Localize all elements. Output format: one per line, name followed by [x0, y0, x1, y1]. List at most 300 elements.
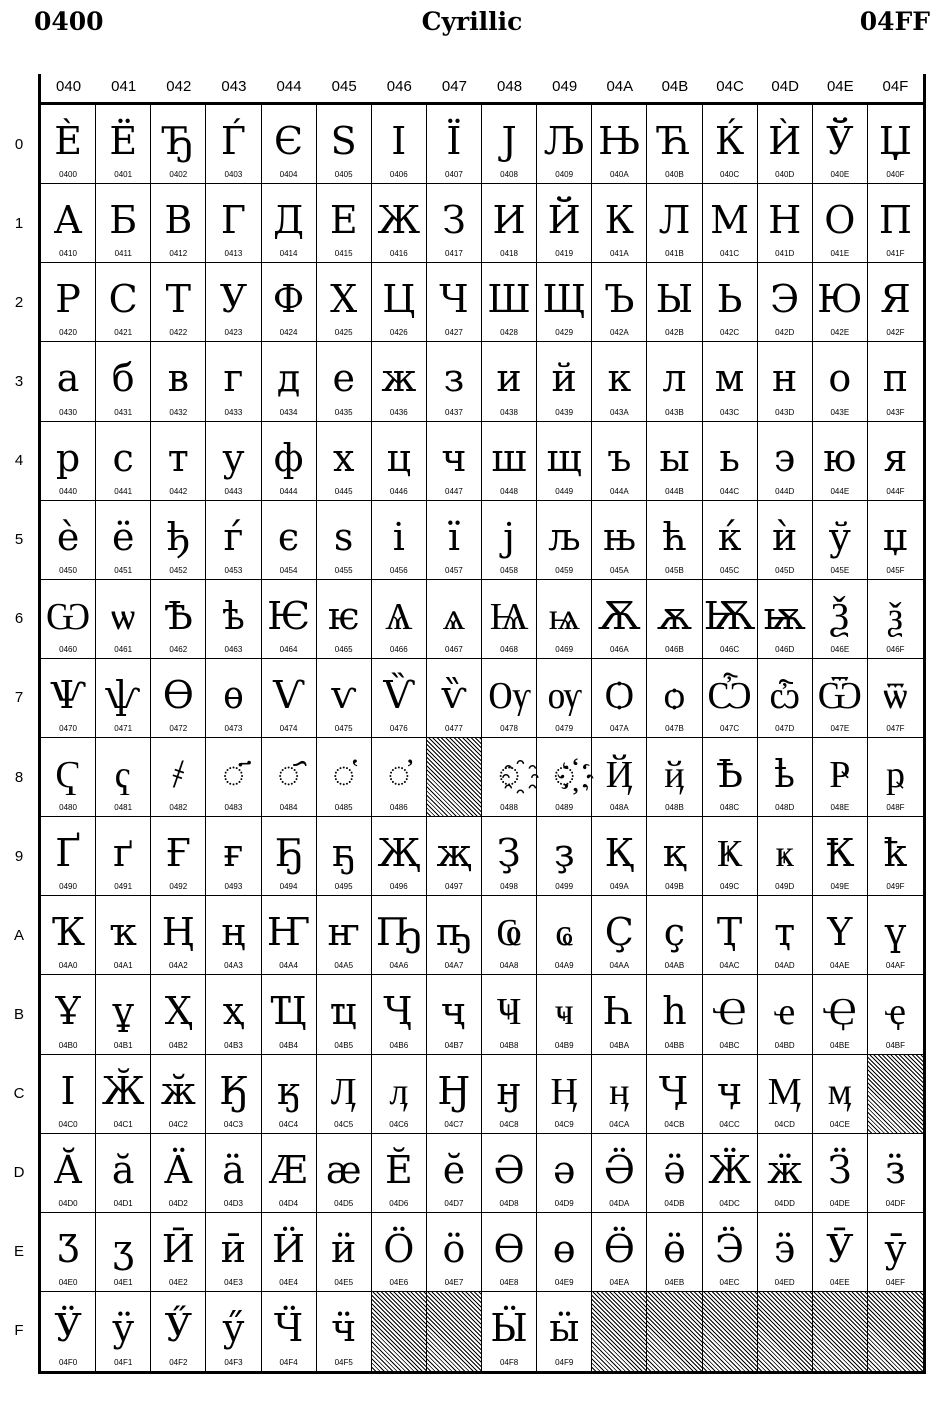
glyph-cell — [868, 105, 923, 184]
glyph-cell — [868, 659, 923, 738]
glyph: Қ — [604, 831, 635, 876]
glyph-cell — [427, 817, 482, 896]
column-header: 048 — [497, 78, 523, 95]
code-point-label: 0470 — [59, 724, 77, 733]
code-point-label: 048C — [720, 803, 740, 813]
glyph: Ѯ — [830, 593, 850, 638]
glyph: ө — [552, 1226, 576, 1271]
glyph: ч — [441, 435, 467, 480]
glyph: џ — [882, 514, 908, 559]
code-point-label: 041D — [775, 249, 795, 259]
code-point-label: 0400 — [59, 170, 77, 180]
glyph-cell — [703, 184, 758, 263]
code-point-label: 04C0 — [58, 1119, 78, 1129]
glyph: П — [878, 198, 912, 243]
glyph: Ӟ — [827, 1147, 852, 1192]
code-point-label: 04E2 — [168, 1277, 188, 1287]
glyph-cell — [703, 263, 758, 342]
glyph-cell — [151, 1292, 206, 1371]
code-point-label: 04CB — [664, 1119, 685, 1129]
glyph-cell — [41, 1292, 96, 1371]
code-point-label: 0442 — [169, 486, 188, 496]
glyph: е — [332, 356, 355, 401]
code-point-label: 0449 — [555, 486, 574, 496]
column-header: 04C — [716, 78, 744, 95]
glyph: Ъ — [604, 277, 635, 322]
glyph: Ӫ — [603, 1226, 635, 1271]
glyph-cell — [262, 1134, 317, 1213]
glyph: ӧ — [442, 1226, 466, 1271]
code-point-label: 049D — [775, 882, 795, 892]
glyph: Ѡ — [45, 593, 91, 638]
glyph-cell — [592, 1134, 647, 1213]
code-point-label: 04EA — [609, 1277, 630, 1287]
code-point-label: 04B7 — [444, 1040, 464, 1050]
glyph-cell — [482, 1292, 537, 1371]
glyph: ӭ — [774, 1226, 796, 1271]
glyph-cell — [151, 1055, 206, 1134]
glyph: ӂ — [160, 1068, 196, 1113]
glyph: ҝ — [775, 831, 794, 876]
code-point-label: 04E4 — [279, 1277, 298, 1287]
row-header: A — [13, 926, 24, 944]
code-point-label: 043A — [609, 407, 629, 417]
code-point-label: 0444 — [279, 486, 298, 496]
glyph: ҭ — [774, 910, 796, 955]
glyph-cell — [482, 342, 537, 421]
glyph: ш — [491, 435, 527, 480]
glyph: ѭ — [763, 593, 806, 638]
glyph-cell — [96, 263, 151, 342]
code-point-label: 04B3 — [224, 1040, 243, 1050]
glyph: э — [774, 435, 796, 480]
glyph: Ҕ — [274, 831, 303, 876]
glyph: ӵ — [331, 1305, 357, 1350]
glyph-cell — [262, 975, 317, 1054]
glyph-cell — [262, 105, 317, 184]
glyph-cell — [703, 580, 758, 659]
code-point-label: 042E — [830, 328, 850, 338]
glyph: з — [443, 356, 465, 401]
glyph-cell — [647, 580, 702, 659]
code-point-label: 042A — [609, 328, 629, 338]
glyph-cell — [647, 263, 702, 342]
glyph-cell — [262, 1213, 317, 1292]
glyph-cell — [703, 342, 758, 421]
glyph-cell — [262, 263, 317, 342]
glyph: ҵ — [329, 989, 358, 1034]
code-point-label: 0479 — [555, 724, 574, 733]
glyph: є — [277, 514, 300, 559]
code-point-label: 0419 — [555, 249, 574, 259]
row-header: 4 — [14, 452, 24, 470]
header-right-tick — [923, 74, 926, 102]
glyph: ѐ — [56, 514, 80, 559]
glyph-cell — [868, 817, 923, 896]
glyph-cell — [868, 1134, 923, 1213]
code-point-label: 0401 — [114, 170, 133, 180]
glyph: ҁ — [114, 752, 132, 796]
glyph-cell — [96, 1213, 151, 1292]
glyph: ѝ — [772, 514, 798, 559]
code-point-label: 04E7 — [444, 1277, 464, 1287]
unassigned-cell — [592, 1292, 647, 1371]
glyph-cell — [317, 738, 372, 817]
code-point-label: 0454 — [279, 565, 298, 575]
code-point-label: 0483 — [224, 803, 243, 813]
code-point-label: 04A0 — [58, 961, 78, 971]
code-point-label: 045C — [720, 565, 740, 575]
glyph: ъ — [607, 435, 632, 480]
glyph: і — [392, 514, 405, 559]
glyph: Ҟ — [825, 831, 855, 876]
code-point-label: 04AC — [719, 961, 740, 971]
glyph-cell — [427, 896, 482, 975]
code-point-label: 04A6 — [389, 961, 409, 971]
code-point-label: 040C — [720, 170, 740, 180]
glyph-cell — [206, 184, 261, 263]
code-point-label: 040B — [665, 170, 684, 180]
code-point-label: 0426 — [389, 328, 408, 338]
glyph: ӝ — [767, 1147, 803, 1192]
glyph: Ҿ — [823, 989, 857, 1034]
glyph: ѕ — [333, 514, 354, 559]
glyph-cell — [372, 580, 427, 659]
row-header: C — [13, 1085, 25, 1103]
code-point-label: 048B — [665, 803, 684, 813]
code-point-label: 0466 — [389, 644, 408, 654]
glyph: ѧ — [442, 593, 466, 638]
glyph-cell — [813, 817, 868, 896]
glyph-cell — [151, 896, 206, 975]
glyph: Ф — [272, 277, 305, 322]
glyph: љ — [548, 514, 581, 559]
unassigned-cell — [647, 1292, 702, 1371]
glyph-cell — [537, 422, 592, 501]
glyph: Ж — [377, 198, 421, 243]
glyph: б — [111, 356, 135, 401]
glyph: Ө — [493, 1226, 525, 1271]
unassigned-cell — [427, 738, 482, 817]
glyph-cell — [96, 342, 151, 421]
glyph-cell — [592, 184, 647, 263]
code-point-label: 04EB — [664, 1277, 685, 1287]
glyph: ж — [381, 356, 417, 401]
glyph-cell — [96, 738, 151, 817]
glyph: Х — [330, 277, 358, 322]
glyph-cell — [317, 184, 372, 263]
glyph: В — [164, 198, 193, 243]
glyph: җ — [436, 831, 472, 876]
glyph: Й — [547, 198, 581, 243]
glyph: ӱ — [112, 1305, 135, 1350]
glyph: ӛ — [663, 1147, 686, 1192]
code-point-label: 0494 — [279, 882, 298, 892]
glyph: ӗ — [442, 1147, 466, 1192]
glyph-cell — [151, 659, 206, 738]
code-point-label: 0436 — [389, 407, 408, 417]
code-point-label: 0421 — [114, 328, 133, 338]
glyph-cell — [647, 1213, 702, 1292]
code-point-label: 049A — [609, 882, 629, 892]
code-point-label: 041C — [720, 249, 740, 259]
glyph: ѵ — [330, 672, 357, 717]
code-point-label: 04AE — [830, 961, 850, 971]
code-point-label: 04B4 — [279, 1040, 298, 1050]
glyph-cell — [703, 659, 758, 738]
glyph-cell — [868, 1213, 923, 1292]
glyph: Ґ — [55, 831, 81, 876]
code-point-label: 0424 — [279, 328, 298, 338]
glyph: ӕ — [325, 1147, 362, 1192]
glyph: т — [167, 435, 189, 480]
glyph-cell — [427, 580, 482, 659]
code-point-label: 04CC — [719, 1119, 740, 1129]
code-point-label: 04F5 — [334, 1358, 353, 1367]
code-point-label: 042C — [720, 328, 740, 338]
code-point-label: 0462 — [169, 644, 188, 654]
glyph-cell — [482, 580, 537, 659]
glyph: п — [882, 356, 909, 401]
code-point-label: 04AF — [885, 961, 905, 971]
code-point-label: 04D4 — [279, 1198, 299, 1208]
glyph: Б — [109, 198, 138, 243]
glyph: ◌҉ — [552, 752, 576, 796]
code-point-label: 04C3 — [223, 1119, 243, 1129]
glyph-cell — [868, 501, 923, 580]
glyph-cell — [482, 105, 537, 184]
glyph-cell — [151, 184, 206, 263]
glyph-cell — [206, 580, 261, 659]
glyph: Ѭ — [703, 593, 756, 638]
code-point-label: 0461 — [114, 644, 133, 654]
column-header: 04F — [882, 78, 909, 95]
glyph-cell — [813, 896, 868, 975]
code-point-label: 04B1 — [113, 1040, 133, 1050]
glyph-cell — [703, 422, 758, 501]
code-point-label: 04CE — [829, 1119, 850, 1129]
glyph: Ю — [817, 277, 863, 322]
glyph-cell — [758, 263, 813, 342]
code-point-label: 04A2 — [168, 961, 188, 971]
glyph-cell — [868, 738, 923, 817]
glyph-cell — [813, 975, 868, 1054]
glyph-cell — [151, 1134, 206, 1213]
glyph: Ҷ — [384, 989, 414, 1034]
glyph: ы — [659, 435, 690, 480]
code-point-label: 04DC — [719, 1198, 740, 1208]
glyph: Ѓ — [220, 119, 247, 163]
glyph: л — [662, 356, 687, 401]
glyph-cell — [427, 1055, 482, 1134]
glyph: ѻ — [663, 672, 686, 717]
glyph: ҽ — [774, 989, 796, 1034]
unassigned-cell — [427, 1292, 482, 1371]
code-point-label: 04E5 — [334, 1277, 354, 1287]
glyph-cell — [647, 1055, 702, 1134]
glyph: ц — [386, 435, 412, 480]
glyph: Ѫ — [597, 593, 641, 638]
glyph-cell — [96, 975, 151, 1054]
code-point-label: 047B — [665, 724, 684, 733]
glyph: Ұ — [55, 989, 81, 1034]
glyph-cell — [813, 105, 868, 184]
glyph-cell — [482, 1134, 537, 1213]
row-header: D — [13, 1164, 25, 1182]
code-point-label: 0435 — [334, 407, 353, 417]
glyph-cell — [813, 422, 868, 501]
code-point-label: 0432 — [169, 407, 188, 417]
glyph-cell — [151, 501, 206, 580]
glyph: Ӆ — [330, 1068, 357, 1113]
code-point-label: 04D3 — [223, 1198, 243, 1208]
code-point-label: 04BE — [830, 1040, 850, 1050]
glyph: Ӑ — [53, 1147, 83, 1192]
glyph: Ҏ — [829, 752, 851, 796]
glyph: Ӵ — [273, 1305, 304, 1350]
glyph: ӣ — [220, 1226, 247, 1271]
code-point-label: 048A — [609, 803, 629, 813]
code-point-label: 040D — [775, 170, 795, 180]
glyph-cell — [592, 659, 647, 738]
glyph-cell — [41, 1213, 96, 1292]
glyph-cell — [41, 896, 96, 975]
code-point-label: 0484 — [279, 803, 298, 813]
code-point-label: 0411 — [114, 249, 132, 259]
glyph-cell — [41, 659, 96, 738]
glyph: ү — [884, 910, 907, 955]
glyph-cell — [206, 422, 261, 501]
code-point-label: 04DD — [774, 1198, 795, 1208]
code-point-label: 0489 — [555, 803, 574, 813]
glyph: Л — [658, 198, 691, 243]
code-point-label: 0455 — [334, 565, 353, 575]
glyph-cell — [868, 580, 923, 659]
glyph: Ѽ — [706, 672, 753, 717]
glyph: Ң — [161, 910, 195, 955]
glyph-cell — [317, 342, 372, 421]
glyph-cell — [537, 1213, 592, 1292]
glyph-cell — [96, 659, 151, 738]
code-point-label: 0450 — [59, 565, 77, 575]
glyph-cell — [427, 263, 482, 342]
row-header: E — [13, 1243, 24, 1261]
glyph: Ц — [382, 277, 416, 322]
code-point-label: 04E1 — [113, 1277, 133, 1287]
glyph-cell — [372, 263, 427, 342]
glyph: Ӊ — [550, 1068, 578, 1113]
code-point-label: 040E — [830, 170, 850, 180]
code-point-label: 0403 — [224, 170, 243, 180]
glyph: Ӣ — [161, 1226, 195, 1271]
glyph-cell — [41, 738, 96, 817]
code-point-label: 0490 — [59, 882, 77, 892]
code-point-label: 0405 — [334, 170, 353, 180]
code-point-label: 04D5 — [334, 1198, 354, 1208]
glyph: Ғ — [165, 831, 191, 876]
glyph: н — [772, 356, 798, 401]
glyph: С — [108, 277, 138, 322]
code-point-label: 047A — [609, 724, 629, 733]
glyph-cell — [482, 738, 537, 817]
code-point-label: 04F8 — [499, 1358, 519, 1367]
glyph: ѱ — [106, 672, 141, 717]
glyph-cell — [758, 342, 813, 421]
glyph-cell — [647, 422, 702, 501]
code-point-label: 04BD — [774, 1040, 795, 1050]
glyph-cell — [813, 738, 868, 817]
glyph: ҷ — [440, 989, 468, 1034]
code-point-label: 046A — [609, 644, 629, 654]
glyph-cell — [813, 1134, 868, 1213]
glyph: ҍ — [774, 752, 796, 796]
code-point-label: 0465 — [334, 644, 353, 654]
code-point-label: 0443 — [224, 486, 243, 496]
glyph: Т — [165, 277, 191, 322]
glyph-cell — [262, 659, 317, 738]
code-point-label: 04CA — [609, 1119, 630, 1129]
code-point-label: 0430 — [59, 407, 77, 417]
code-point-label: 046B — [665, 644, 684, 654]
code-point-label: 046C — [720, 644, 740, 654]
column-header: 047 — [441, 78, 467, 95]
glyph-cell — [592, 501, 647, 580]
code-point-label: 0408 — [500, 170, 518, 180]
code-point-label: 0418 — [500, 249, 518, 259]
glyph-cell — [151, 817, 206, 896]
code-point-label: 0425 — [334, 328, 353, 338]
glyph-cell — [41, 1134, 96, 1213]
glyph: ұ — [112, 989, 134, 1034]
glyph: Һ — [605, 989, 634, 1034]
glyph-cell — [758, 422, 813, 501]
glyph: Ҙ — [496, 831, 522, 876]
glyph-cell — [592, 1213, 647, 1292]
glyph: Ӭ — [715, 1226, 745, 1271]
glyph: ҫ — [663, 910, 686, 955]
glyph: ӎ — [827, 1068, 852, 1113]
glyph-cell — [647, 342, 702, 421]
glyph-cell — [427, 184, 482, 263]
glyph: ю — [823, 435, 857, 480]
code-point-label: 0445 — [334, 486, 353, 496]
glyph: Щ — [542, 277, 586, 322]
glyph-cell — [758, 580, 813, 659]
row-header: 3 — [14, 372, 24, 390]
code-point-label: 0452 — [169, 565, 188, 575]
glyph-cell — [813, 1213, 868, 1292]
glyph-cell — [96, 1055, 151, 1134]
code-point-label: 04DA — [609, 1198, 630, 1208]
code-point-label: 04AB — [664, 961, 685, 971]
code-point-label: 044F — [886, 486, 905, 496]
glyph: ғ — [223, 831, 244, 876]
glyph: Ӹ — [490, 1305, 528, 1350]
glyph: ӌ — [716, 1068, 743, 1113]
code-point-label: 04AA — [609, 961, 630, 971]
glyph-cell — [592, 422, 647, 501]
glyph-cell — [592, 896, 647, 975]
glyph: ◌҈ — [497, 752, 521, 796]
code-point-label: 04A5 — [334, 961, 354, 971]
glyph: Ш — [487, 277, 531, 322]
glyph: Ӕ — [269, 1147, 308, 1192]
glyph: қ — [662, 831, 686, 876]
code-point-label: 04D9 — [554, 1198, 574, 1208]
code-point-label: 04C8 — [499, 1119, 519, 1129]
row-header: B — [13, 1005, 24, 1023]
glyph-cell — [537, 263, 592, 342]
